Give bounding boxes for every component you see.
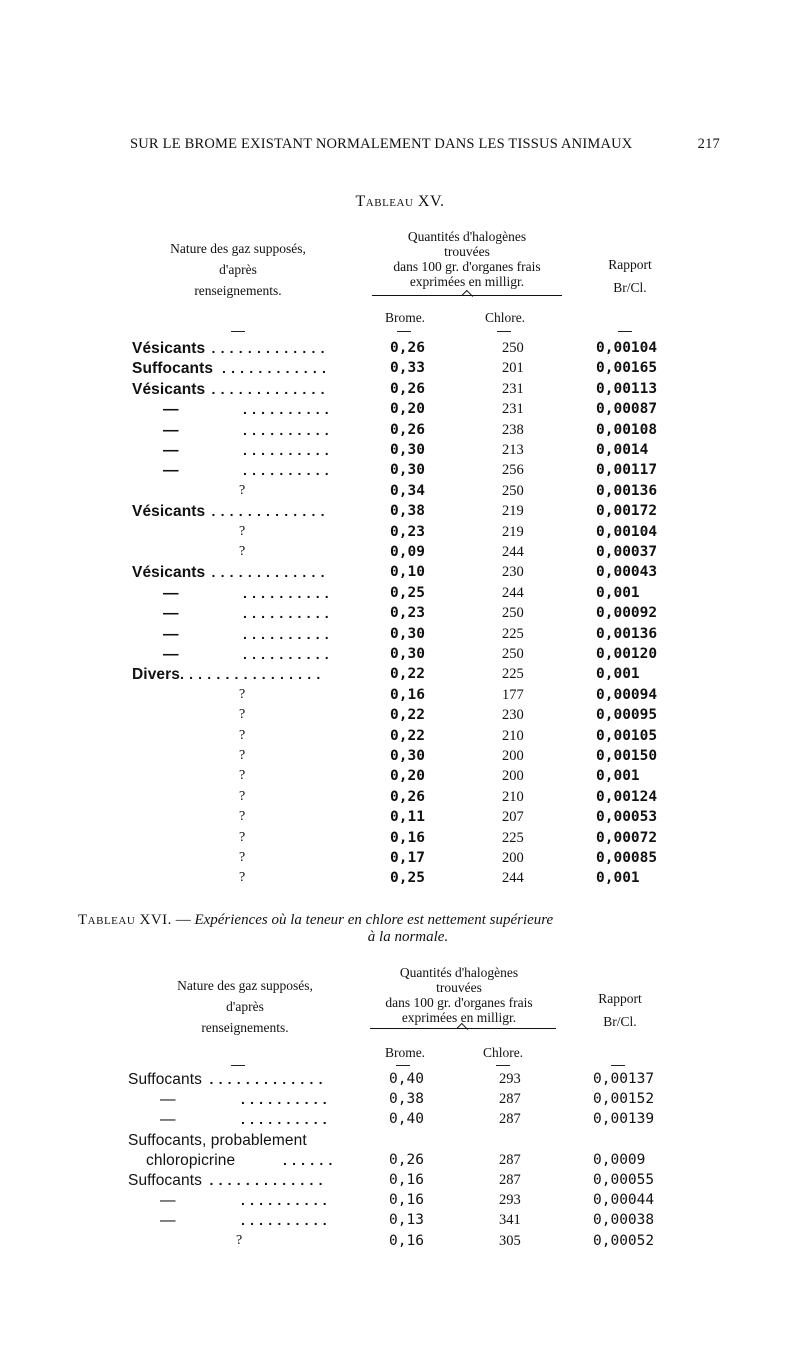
cell-nature: ? — [239, 686, 246, 702]
table-row — [0, 524, 800, 544]
cell-rapport: 0,00087 — [596, 401, 658, 418]
dot-leader: ................ — [180, 666, 326, 683]
cell-nature: ? — [239, 544, 246, 559]
table-16-dash-nature — [231, 1065, 245, 1066]
table-16-dash-chlore — [496, 1065, 510, 1066]
cell-nature: Vésicants — [132, 340, 206, 357]
cell-rapport: 0,001 — [596, 768, 640, 785]
cell-rapport: 0,001 — [596, 584, 640, 601]
table-row — [0, 340, 800, 360]
cell-rapport: 0,001 — [596, 870, 640, 887]
cell-rapport: 0,00124 — [596, 788, 658, 805]
table-16-col-nature-header: Nature des gaz supposés, d'après renseignements. — [177, 978, 313, 1035]
cell-rapport: 0,00120 — [596, 646, 658, 662]
table-row — [0, 564, 800, 584]
table-16-title-line2: à la normale. — [367, 929, 449, 945]
table-16-title-line1: Expériences où la teneur en chlore est nettement supérieure — [194, 912, 554, 928]
cell-brome: 0,20 — [390, 401, 425, 418]
cell-nature: ? — [239, 809, 246, 825]
cell-rapport: 0,00152 — [593, 1091, 655, 1108]
dot-leader: .......... — [243, 401, 334, 418]
cell-chlore: 238 — [502, 421, 524, 438]
dot-leader: ............ — [222, 360, 332, 377]
cell-nature: Vésicants — [132, 380, 206, 398]
cell-chlore: 250 — [502, 482, 524, 499]
cell-rapport: 0,00055 — [593, 1172, 655, 1188]
cell-chlore: 250 — [502, 646, 524, 662]
table-row — [0, 1071, 800, 1091]
cell-rapport: 0,00136 — [596, 625, 658, 642]
dot-leader: .......... — [241, 1212, 332, 1229]
cell-rapport: 0,00092 — [596, 605, 658, 622]
dot-leader: .......... — [241, 1192, 332, 1209]
cell-chlore: 213 — [502, 442, 524, 458]
cell-chlore: 207 — [502, 809, 524, 826]
table-row — [0, 830, 800, 850]
table-row — [0, 544, 800, 564]
cell-chlore: 210 — [502, 788, 524, 805]
dot-leader: ............. — [211, 340, 330, 356]
cell-nature: — — [160, 1192, 176, 1210]
dot-leader: ............. — [211, 564, 330, 581]
cell-chlore: 244 — [502, 544, 524, 560]
table-15-caption: Tableau XV. — [355, 193, 445, 210]
cell-chlore: 341 — [499, 1212, 521, 1229]
table-row — [0, 748, 800, 768]
table-row — [0, 850, 800, 870]
dot-leader: ...... — [283, 1151, 338, 1168]
cell-rapport: 0,00105 — [596, 727, 658, 744]
cell-rapport: 0,00113 — [596, 380, 658, 397]
cell-nature: ? — [239, 727, 246, 743]
table-row — [0, 503, 800, 523]
cell-rapport: 0,00150 — [596, 748, 658, 764]
cell-brome: 0,23 — [390, 523, 425, 540]
cell-brome: 0,30 — [390, 748, 425, 764]
dot-leader: .......... — [243, 625, 334, 642]
cell-chlore: 230 — [502, 564, 524, 581]
cell-rapport: 0,00072 — [596, 829, 658, 846]
dot-leader: .......... — [243, 462, 334, 479]
cell-brome: 0,17 — [390, 850, 425, 866]
table-row — [0, 1111, 800, 1131]
cell-nature: Suffocants — [132, 360, 214, 378]
cell-brome: 0,38 — [389, 1091, 424, 1108]
cell-chlore: 244 — [502, 870, 524, 887]
dot-leader: .......... — [241, 1111, 332, 1128]
cell-brome: 0,26 — [390, 788, 425, 805]
cell-brome: 0,30 — [390, 442, 425, 458]
cell-rapport: 0,00104 — [596, 340, 658, 356]
cell-rapport: 0,0009 — [593, 1151, 646, 1168]
table-row — [0, 1132, 800, 1152]
table-row — [0, 422, 800, 442]
cell-brome: 0,34 — [390, 482, 425, 499]
cell-brome: 0,25 — [390, 870, 425, 887]
table-row — [0, 585, 800, 605]
table-15-sub-chlore: Chlore. — [484, 310, 526, 325]
cell-chlore: 225 — [502, 829, 524, 846]
cell-chlore: 256 — [502, 462, 524, 479]
cell-nature: ? — [239, 850, 246, 865]
cell-rapport: 0,00117 — [596, 462, 658, 479]
cell-brome: 0,20 — [390, 768, 425, 785]
running-title: SUR LE BROME EXISTANT NORMALEMENT DANS LES TISSUS ANIMAUX — [130, 136, 633, 152]
table-16-sub-brome: Brome. — [384, 1045, 426, 1060]
table-row — [0, 1091, 800, 1111]
cell-brome: 0,16 — [389, 1172, 424, 1188]
dot-leader: ............. — [209, 1172, 328, 1188]
cell-nature: — — [163, 401, 179, 419]
table-row — [0, 1152, 800, 1172]
cell-nature: — — [163, 421, 179, 439]
dot-leader: ............. — [211, 380, 330, 397]
table-row — [0, 809, 800, 829]
table-15-col-rapport-header: Rapport Br/Cl. — [608, 257, 652, 295]
table-row — [0, 646, 800, 666]
table-15-dash-chlore — [497, 331, 511, 332]
cell-chlore: 177 — [502, 686, 524, 703]
cell-brome: 0,38 — [390, 503, 425, 520]
cell-rapport: 0,00136 — [596, 482, 658, 499]
dot-leader: .......... — [243, 442, 334, 458]
cell-nature: ? — [239, 482, 246, 498]
cell-nature: ? — [239, 829, 246, 845]
cell-rapport: 0,00108 — [596, 421, 658, 438]
cell-rapport: 0,00165 — [596, 360, 658, 377]
cell-rapport: 0,00139 — [593, 1111, 655, 1128]
cell-chlore: 250 — [502, 605, 524, 622]
table-row — [0, 768, 800, 788]
cell-nature: — — [160, 1212, 176, 1230]
table-row — [0, 605, 800, 625]
dot-leader: .......... — [241, 1091, 332, 1108]
cell-nature: ? — [239, 788, 246, 804]
cell-chlore: 231 — [502, 401, 524, 418]
table-15-dash-rapport — [618, 331, 632, 332]
table-row — [0, 442, 800, 462]
table-16-caption — [78, 912, 738, 946]
cell-chlore: 250 — [502, 340, 524, 356]
table-row — [0, 728, 800, 748]
cell-chlore: 225 — [502, 625, 524, 642]
cell-brome: 0,30 — [390, 625, 425, 642]
table-15-brace-tip — [462, 290, 473, 301]
table-16-col-rapport-header: Rapport Br/Cl. — [598, 991, 642, 1029]
cell-nature: — — [160, 1111, 176, 1129]
cell-brome: 0,22 — [390, 707, 425, 724]
cell-nature: Vésicants — [132, 503, 206, 521]
cell-nature: ? — [239, 870, 246, 886]
cell-nature: ? — [236, 1232, 243, 1248]
cell-brome: 0,22 — [390, 666, 425, 683]
cell-rapport: 0,0014 — [596, 442, 649, 458]
cell-rapport: 0,00052 — [593, 1232, 655, 1249]
cell-rapport: 0,00095 — [596, 707, 658, 724]
dot-leader: ............. — [211, 503, 330, 520]
table-row — [0, 462, 800, 482]
cell-rapport: 0,00085 — [596, 850, 658, 866]
cell-chlore: 200 — [502, 768, 524, 785]
dot-leader: ............. — [209, 1071, 328, 1087]
page-number: 217 — [697, 136, 720, 152]
cell-brome: 0,16 — [389, 1192, 424, 1209]
cell-brome: 0,26 — [390, 421, 425, 438]
cell-nature: — — [163, 625, 179, 643]
cell-chlore: 244 — [502, 584, 524, 601]
table-row — [0, 870, 800, 890]
cell-nature: — — [163, 605, 179, 623]
cell-nature: — — [163, 584, 179, 602]
table-row — [0, 666, 800, 686]
cell-nature: ? — [239, 707, 246, 723]
cell-chlore: 219 — [502, 523, 524, 540]
cell-rapport: 0,00053 — [596, 809, 658, 826]
cell-chlore: 231 — [502, 380, 524, 397]
table-row — [0, 626, 800, 646]
dot-leader: .......... — [243, 421, 334, 438]
cell-brome: 0,30 — [390, 646, 425, 662]
cell-chlore: 287 — [499, 1091, 521, 1108]
table-row — [0, 360, 800, 380]
table-row — [0, 401, 800, 421]
cell-rapport: 0,00094 — [596, 686, 658, 703]
cell-brome: 0,16 — [389, 1232, 424, 1249]
cell-brome: 0,23 — [390, 605, 425, 622]
cell-nature: Suffocants — [128, 1071, 202, 1088]
table-15-dash-brome — [397, 331, 411, 332]
table-16-dash-rapport — [611, 1065, 625, 1066]
cell-nature: Vésicants — [132, 564, 206, 582]
dot-leader: .......... — [243, 646, 334, 662]
cell-chlore: 210 — [502, 727, 524, 744]
cell-rapport: 0,00043 — [596, 564, 658, 581]
cell-brome: 0,25 — [390, 584, 425, 601]
cell-brome: 0,33 — [390, 360, 425, 377]
cell-rapport: 0,00104 — [596, 523, 658, 540]
cell-brome: 0,40 — [389, 1071, 424, 1087]
cell-nature: Suffocants — [128, 1172, 202, 1189]
table-row — [0, 1212, 800, 1232]
cell-chlore: 287 — [499, 1172, 521, 1188]
table-row — [0, 707, 800, 727]
cell-brome: 0,09 — [390, 544, 425, 560]
table-row — [0, 381, 800, 401]
cell-rapport: 0,00038 — [593, 1212, 655, 1229]
cell-nature: chloropicrine — [146, 1151, 236, 1169]
cell-chlore: 200 — [502, 748, 524, 764]
cell-chlore: 293 — [499, 1071, 521, 1087]
cell-nature: — — [163, 462, 179, 480]
dot-leader: .......... — [243, 584, 334, 601]
table-row — [0, 687, 800, 707]
cell-chlore: 201 — [502, 360, 524, 377]
table-row — [0, 483, 800, 503]
cell-nature: ? — [239, 523, 246, 539]
cell-rapport: 0,00037 — [596, 544, 658, 560]
table-row — [0, 1172, 800, 1192]
cell-brome: 0,40 — [389, 1111, 424, 1128]
cell-brome: 0,10 — [390, 564, 425, 581]
table-16-dash-brome — [396, 1065, 410, 1066]
cell-brome: 0,11 — [390, 809, 425, 826]
table-15-dash-nature — [231, 331, 245, 332]
cell-rapport: 0,00137 — [593, 1071, 655, 1087]
cell-chlore: 200 — [502, 850, 524, 866]
cell-nature: Divers — [132, 666, 180, 684]
cell-chlore: 230 — [502, 707, 524, 724]
cell-rapport: 0,00172 — [596, 503, 658, 520]
cell-nature: ? — [239, 768, 246, 784]
dot-leader: .......... — [243, 605, 334, 622]
cell-chlore: 219 — [502, 503, 524, 520]
cell-chlore: 293 — [499, 1192, 521, 1209]
table-15-col-quantites-header: Quantités d'halogènes trouvées dans 100 gr. d'organes frais exprimées en milligr. — [393, 229, 541, 289]
table-15-sub-brome: Brome. — [384, 310, 426, 325]
cell-chlore: 305 — [499, 1232, 521, 1249]
table-row — [0, 789, 800, 809]
cell-brome: 0,26 — [390, 380, 425, 397]
cell-brome: 0,26 — [389, 1151, 424, 1168]
cell-chlore: 225 — [502, 666, 524, 683]
cell-chlore: 287 — [499, 1151, 521, 1168]
cell-brome: 0,26 — [390, 340, 425, 356]
table-row — [0, 1192, 800, 1212]
table-16-col-quantites-header: Quantités d'halogènes trouvées dans 100 gr. d'organes frais exprimées en milligr. — [385, 965, 533, 1025]
table-row — [0, 1233, 800, 1253]
cell-brome: 0,22 — [390, 727, 425, 744]
cell-rapport: 0,001 — [596, 666, 640, 683]
cell-brome: 0,16 — [390, 686, 425, 703]
table-16-sub-chlore: Chlore. — [482, 1045, 524, 1060]
cell-nature: Suffocants, probablement — [128, 1131, 307, 1149]
cell-nature: — — [163, 442, 179, 459]
cell-chlore: 287 — [499, 1111, 521, 1128]
table-16-dash: — — [175, 912, 191, 928]
cell-nature: ? — [239, 748, 246, 763]
cell-brome: 0,30 — [390, 462, 425, 479]
cell-brome: 0,16 — [390, 829, 425, 846]
table-16-label: Tableau XVI. — [78, 912, 172, 928]
cell-nature: — — [163, 646, 179, 663]
table-15-col-nature-header: Nature des gaz supposés, d'après renseignements. — [170, 241, 306, 298]
cell-brome: 0,13 — [389, 1212, 424, 1229]
cell-rapport: 0,00044 — [593, 1192, 655, 1209]
cell-nature: — — [160, 1091, 176, 1109]
